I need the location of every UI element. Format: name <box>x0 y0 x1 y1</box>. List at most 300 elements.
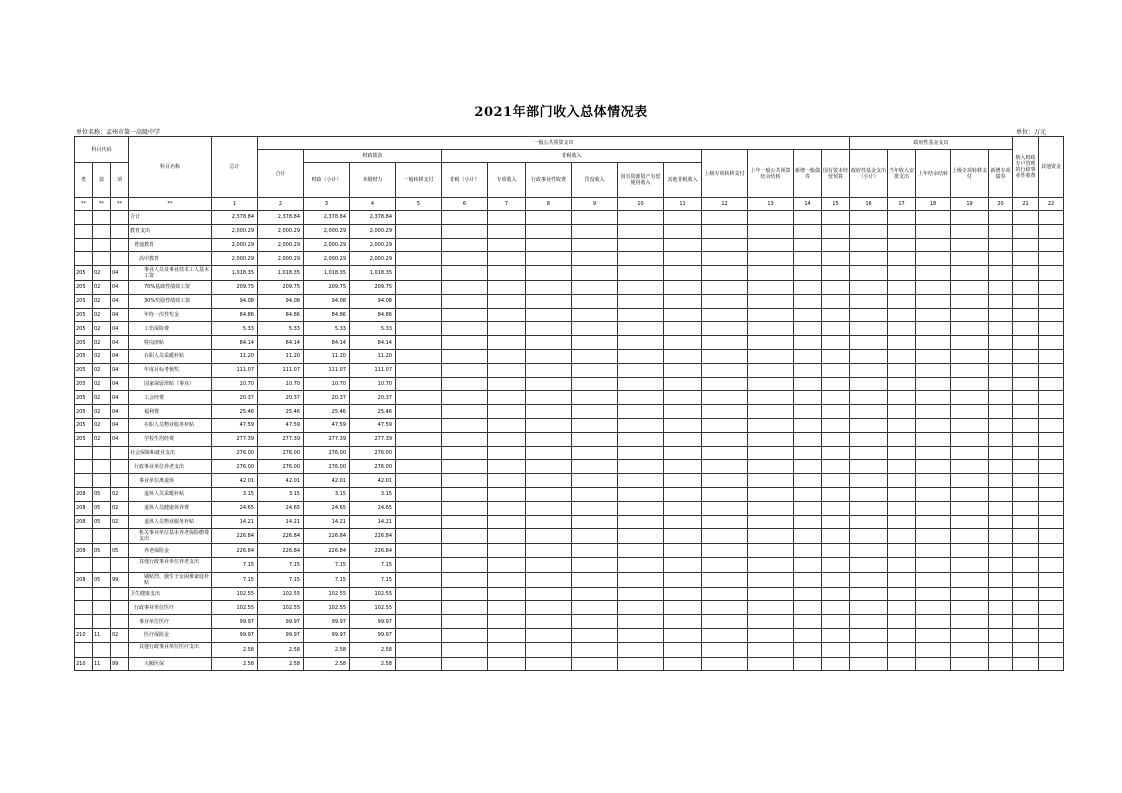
amount-cell: 99.97 <box>350 628 396 642</box>
amount-cell: 94.08 <box>350 294 396 308</box>
empty-cell <box>526 432 572 446</box>
kind-cell <box>75 615 93 629</box>
sub-cell: 04 <box>111 391 129 405</box>
table-row <box>75 418 1064 432</box>
amount-cell: 2,000.29 <box>350 252 396 266</box>
sub-cell: 02 <box>111 501 129 515</box>
empty-cell <box>989 515 1013 529</box>
table-row <box>75 487 1064 501</box>
empty-cell <box>396 349 442 363</box>
table-row <box>75 628 1064 642</box>
empty-cell <box>526 252 572 266</box>
empty-cell <box>1039 460 1064 474</box>
subject-name-cell: 行政事业单位养老支出 <box>129 460 212 474</box>
amount-cell: 11.20 <box>212 349 258 363</box>
empty-cell <box>989 224 1013 238</box>
empty-cell <box>526 405 572 419</box>
amount-cell: 7.15 <box>212 572 258 587</box>
empty-cell <box>618 515 664 529</box>
empty-cell <box>822 377 850 391</box>
subject-name-cell: 合计 <box>129 211 212 225</box>
empty-cell <box>488 446 526 460</box>
table-row <box>75 601 1064 615</box>
empty-cell <box>989 460 1013 474</box>
empty-cell <box>951 601 989 615</box>
amount-cell: 42.01 <box>350 474 396 488</box>
table-row <box>75 377 1064 391</box>
item-cell: 02 <box>93 405 111 419</box>
empty-cell <box>442 587 488 601</box>
amount-cell: 111.07 <box>350 363 396 377</box>
item-cell: 02 <box>93 349 111 363</box>
empty-cell <box>664 572 702 587</box>
empty-cell <box>951 642 989 657</box>
special-income-header: 专项收入 <box>488 163 526 198</box>
column-number-cell: ** <box>129 198 212 211</box>
empty-cell <box>794 474 822 488</box>
current-year-header: 当年收入安排支出 <box>888 150 916 198</box>
empty-cell <box>989 601 1013 615</box>
subject-name-cell: 退休人员采暖补贴 <box>129 487 212 501</box>
empty-cell <box>1039 252 1064 266</box>
empty-cell <box>794 515 822 529</box>
empty-cell <box>916 657 951 671</box>
empty-cell <box>442 501 488 515</box>
item-cell: 02 <box>93 418 111 432</box>
empty-cell <box>488 474 526 488</box>
empty-cell <box>702 432 748 446</box>
amount-cell: 24.65 <box>350 501 396 515</box>
subject-name-cell: 教育支出 <box>129 224 212 238</box>
empty-cell <box>442 336 488 350</box>
empty-cell <box>888 642 916 657</box>
empty-cell <box>916 474 951 488</box>
empty-cell <box>442 529 488 544</box>
item-cell: 11 <box>93 628 111 642</box>
subject-name-cell: 30%奖励性绩效工资 <box>129 294 212 308</box>
new-special-debt-header: 新增专项债券 <box>989 150 1013 198</box>
table-row <box>75 211 1064 225</box>
empty-cell <box>850 515 888 529</box>
empty-cell <box>618 280 664 294</box>
item-cell: 11 <box>93 657 111 671</box>
amount-cell: 2,000.29 <box>304 238 350 252</box>
kind-cell <box>75 642 93 657</box>
empty-cell <box>951 363 989 377</box>
amount-cell: 11.20 <box>350 349 396 363</box>
kind-cell: 205 <box>75 294 93 308</box>
amount-cell: 277.39 <box>304 432 350 446</box>
empty-cell <box>702 349 748 363</box>
item-cell: 02 <box>93 322 111 336</box>
state-capital-header: 国有资本经营预算 <box>822 150 850 198</box>
empty-cell <box>916 377 951 391</box>
sub-cell: 04 <box>111 363 129 377</box>
empty-cell <box>888 294 916 308</box>
subject-name-cell: 退休人员健康休养费 <box>129 501 212 515</box>
kind-cell: 205 <box>75 391 93 405</box>
subject-name-cell: 年终一次性奖金 <box>129 308 212 322</box>
empty-cell <box>822 587 850 601</box>
empty-cell <box>748 501 794 515</box>
amount-cell: 2,000.29 <box>304 252 350 266</box>
empty-cell <box>748 628 794 642</box>
empty-cell <box>748 615 794 629</box>
amount-cell: 2,000.29 <box>304 224 350 238</box>
amount-cell: 20.37 <box>350 391 396 405</box>
empty-cell <box>702 224 748 238</box>
table-row <box>75 657 1064 671</box>
amount-cell: 94.08 <box>304 294 350 308</box>
empty-cell <box>1013 308 1039 322</box>
empty-cell <box>794 377 822 391</box>
empty-cell <box>396 587 442 601</box>
empty-cell <box>822 474 850 488</box>
sub-cell <box>111 529 129 544</box>
empty-cell <box>850 405 888 419</box>
empty-cell <box>1013 432 1039 446</box>
empty-cell <box>618 432 664 446</box>
amount-cell: 2.58 <box>212 657 258 671</box>
kind-cell: 205 <box>75 280 93 294</box>
empty-cell <box>850 363 888 377</box>
empty-cell <box>664 391 702 405</box>
empty-cell <box>1013 238 1039 252</box>
column-number-cell: ** <box>93 198 111 211</box>
empty-cell <box>618 363 664 377</box>
table-row <box>75 405 1064 419</box>
empty-cell <box>488 238 526 252</box>
empty-cell <box>396 529 442 544</box>
column-number-cell: 13 <box>748 198 794 211</box>
empty-cell <box>618 446 664 460</box>
empty-cell <box>794 211 822 225</box>
amount-cell: 20.37 <box>304 391 350 405</box>
amount-cell: 99.97 <box>350 615 396 629</box>
column-number-cell: 11 <box>664 198 702 211</box>
empty-cell <box>702 501 748 515</box>
empty-cell <box>572 252 618 266</box>
empty-cell <box>850 211 888 225</box>
empty-cell <box>822 349 850 363</box>
amount-cell: 276.00 <box>350 460 396 474</box>
empty-cell <box>888 252 916 266</box>
column-number-cell: 19 <box>951 198 989 211</box>
empty-cell <box>664 529 702 544</box>
empty-cell <box>989 391 1013 405</box>
empty-cell <box>748 349 794 363</box>
sub-cell: 04 <box>111 349 129 363</box>
empty-cell <box>1013 336 1039 350</box>
amount-cell: 276.00 <box>350 446 396 460</box>
kind-cell: 208 <box>75 544 93 558</box>
amount-cell: 3.15 <box>212 487 258 501</box>
empty-cell <box>442 615 488 629</box>
empty-cell <box>702 587 748 601</box>
empty-cell <box>850 238 888 252</box>
subject-name-cell: 医疗保险金 <box>129 628 212 642</box>
empty-cell <box>702 418 748 432</box>
amount-cell: 2,378.84 <box>350 211 396 225</box>
name-header: 科目名称 <box>129 137 212 198</box>
empty-cell <box>618 308 664 322</box>
empty-cell <box>488 642 526 657</box>
empty-cell <box>1013 601 1039 615</box>
subject-name-cell: 在职人员物业服务补贴 <box>129 418 212 432</box>
empty-cell <box>916 515 951 529</box>
empty-cell <box>951 266 989 281</box>
income-table <box>74 136 1064 671</box>
empty-cell <box>702 487 748 501</box>
empty-cell <box>888 587 916 601</box>
amount-cell: 2.58 <box>350 642 396 657</box>
empty-cell <box>572 487 618 501</box>
empty-cell <box>794 294 822 308</box>
kind-cell: 208 <box>75 515 93 529</box>
table-row <box>75 432 1064 446</box>
empty-cell <box>572 529 618 544</box>
amount-cell: 99.97 <box>212 628 258 642</box>
empty-cell <box>822 391 850 405</box>
subject-name-cell: 在职人员采暖补贴 <box>129 349 212 363</box>
empty-cell <box>396 432 442 446</box>
empty-cell <box>702 615 748 629</box>
empty-cell <box>794 280 822 294</box>
empty-cell <box>664 252 702 266</box>
empty-cell <box>888 515 916 529</box>
empty-cell <box>822 515 850 529</box>
empty-cell <box>951 349 989 363</box>
empty-cell <box>488 280 526 294</box>
subject-name-cell: 特岗津贴 <box>129 336 212 350</box>
sub-cell <box>111 211 129 225</box>
empty-cell <box>664 601 702 615</box>
item-cell <box>93 557 111 572</box>
empty-cell <box>488 587 526 601</box>
empty-cell <box>618 628 664 642</box>
empty-cell <box>396 224 442 238</box>
amount-cell: 84.86 <box>212 308 258 322</box>
column-number-cell: 9 <box>572 198 618 211</box>
upper-special-transfer-header: 上级专项转移支付 <box>702 150 748 198</box>
empty-cell <box>989 377 1013 391</box>
code-group-header: 科目代码 <box>75 137 129 163</box>
empty-cell <box>664 460 702 474</box>
amount-cell: 7.15 <box>304 557 350 572</box>
empty-cell <box>794 572 822 587</box>
empty-cell <box>794 446 822 460</box>
empty-cell <box>748 529 794 544</box>
empty-cell <box>951 557 989 572</box>
item-cell: 02 <box>93 363 111 377</box>
empty-cell <box>442 601 488 615</box>
column-number-cell: 6 <box>442 198 488 211</box>
empty-cell <box>850 460 888 474</box>
empty-cell <box>989 363 1013 377</box>
empty-cell <box>396 446 442 460</box>
empty-cell <box>664 349 702 363</box>
currency-unit: 单位：万元 <box>1015 129 1046 136</box>
empty-cell <box>664 642 702 657</box>
amount-cell: 226.84 <box>258 544 304 558</box>
own-funds-header: 本级财力 <box>350 163 396 198</box>
sub-cell <box>111 460 129 474</box>
kind-cell: 205 <box>75 432 93 446</box>
empty-cell <box>794 252 822 266</box>
table-row <box>75 280 1064 294</box>
empty-cell <box>526 628 572 642</box>
empty-cell <box>794 587 822 601</box>
empty-cell <box>888 601 916 615</box>
empty-cell <box>916 336 951 350</box>
empty-cell <box>618 349 664 363</box>
empty-cell <box>526 391 572 405</box>
empty-cell <box>1013 487 1039 501</box>
empty-cell <box>526 280 572 294</box>
kind-cell: 205 <box>75 418 93 432</box>
kind-cell: 210 <box>75 628 93 642</box>
column-number-cell: 18 <box>916 198 951 211</box>
table-row <box>75 642 1064 657</box>
empty-cell <box>916 557 951 572</box>
empty-cell <box>702 544 748 558</box>
empty-cell <box>664 587 702 601</box>
empty-cell <box>1039 529 1064 544</box>
empty-cell <box>748 322 794 336</box>
empty-cell <box>1013 642 1039 657</box>
kind-cell: 205 <box>75 349 93 363</box>
empty-cell <box>1013 587 1039 601</box>
empty-cell <box>572 474 618 488</box>
item-cell: 05 <box>93 544 111 558</box>
table-row <box>75 446 1064 460</box>
empty-cell <box>396 615 442 629</box>
empty-cell <box>822 280 850 294</box>
kind-cell <box>75 252 93 266</box>
empty-cell <box>850 322 888 336</box>
empty-cell <box>1013 544 1039 558</box>
empty-cell <box>488 432 526 446</box>
subject-name-cell: 福利费 <box>129 405 212 419</box>
subject-name-cell: 事业单位医疗 <box>129 615 212 629</box>
amount-cell: 94.08 <box>212 294 258 308</box>
empty-cell <box>1013 266 1039 281</box>
table-row <box>75 615 1064 629</box>
sub-cell <box>111 587 129 601</box>
empty-cell <box>702 238 748 252</box>
empty-cell <box>488 557 526 572</box>
fiscal-subtotal-header: 财政（小计） <box>304 163 350 198</box>
empty-cell <box>822 544 850 558</box>
empty-cell <box>888 280 916 294</box>
empty-cell <box>850 615 888 629</box>
empty-cell <box>572 405 618 419</box>
empty-cell <box>888 529 916 544</box>
sub-cell: 02 <box>111 628 129 642</box>
empty-cell <box>396 501 442 515</box>
subject-name-cell: 卫生健康支出 <box>129 587 212 601</box>
empty-cell <box>664 474 702 488</box>
subject-name-cell: 铺贴烈、独生子女困难家庭补贴 <box>129 572 212 587</box>
empty-cell <box>526 544 572 558</box>
amount-cell: 94.08 <box>258 294 304 308</box>
empty-cell <box>618 487 664 501</box>
subject-name-cell: 其他行政事业单位医疗支出 <box>129 642 212 657</box>
empty-cell <box>888 418 916 432</box>
empty-cell <box>1013 615 1039 629</box>
empty-cell <box>888 460 916 474</box>
empty-cell <box>1039 308 1064 322</box>
amount-cell: 5.33 <box>350 322 396 336</box>
sub-cell <box>111 238 129 252</box>
column-number-cell: 4 <box>350 198 396 211</box>
column-number-cell: 20 <box>989 198 1013 211</box>
empty-cell <box>748 460 794 474</box>
table-row <box>75 572 1064 587</box>
empty-cell <box>526 418 572 432</box>
empty-cell <box>748 601 794 615</box>
empty-cell <box>1039 474 1064 488</box>
sub-cell: 04 <box>111 266 129 281</box>
kind-cell: 205 <box>75 363 93 377</box>
fines-header: 罚没收入 <box>572 163 618 198</box>
amount-cell: 209.75 <box>350 280 396 294</box>
sub-cell: 02 <box>111 487 129 501</box>
empty-cell <box>794 322 822 336</box>
empty-cell <box>888 657 916 671</box>
empty-cell <box>1039 377 1064 391</box>
amount-cell: 7.15 <box>350 557 396 572</box>
empty-cell <box>1013 224 1039 238</box>
empty-cell <box>442 224 488 238</box>
empty-cell <box>850 308 888 322</box>
empty-cell <box>822 642 850 657</box>
empty-cell <box>794 238 822 252</box>
empty-cell <box>618 642 664 657</box>
empty-cell <box>488 363 526 377</box>
empty-cell <box>396 418 442 432</box>
empty-cell <box>822 557 850 572</box>
amount-cell: 5.33 <box>212 322 258 336</box>
sub-cell <box>111 557 129 572</box>
empty-cell <box>916 238 951 252</box>
empty-cell <box>888 377 916 391</box>
kind-cell: 210 <box>75 657 93 671</box>
empty-cell <box>664 501 702 515</box>
empty-cell <box>488 572 526 587</box>
amount-cell: 2,000.29 <box>212 238 258 252</box>
empty-cell <box>850 266 888 281</box>
empty-cell <box>664 615 702 629</box>
unit-name: 单位名称：孟州市第一高级中学 <box>76 129 161 136</box>
empty-cell <box>916 349 951 363</box>
empty-cell <box>794 349 822 363</box>
empty-cell <box>702 377 748 391</box>
empty-cell <box>618 529 664 544</box>
item-cell: 05 <box>93 487 111 501</box>
empty-cell <box>989 266 1013 281</box>
sub-cell <box>111 601 129 615</box>
empty-cell <box>618 587 664 601</box>
empty-cell <box>916 460 951 474</box>
empty-cell <box>396 322 442 336</box>
amount-cell: 25.46 <box>350 405 396 419</box>
sub-cell: 04 <box>111 322 129 336</box>
empty-cell <box>850 377 888 391</box>
sub-cell: 04 <box>111 405 129 419</box>
amount-cell: 3.15 <box>258 487 304 501</box>
amount-cell: 209.75 <box>212 280 258 294</box>
